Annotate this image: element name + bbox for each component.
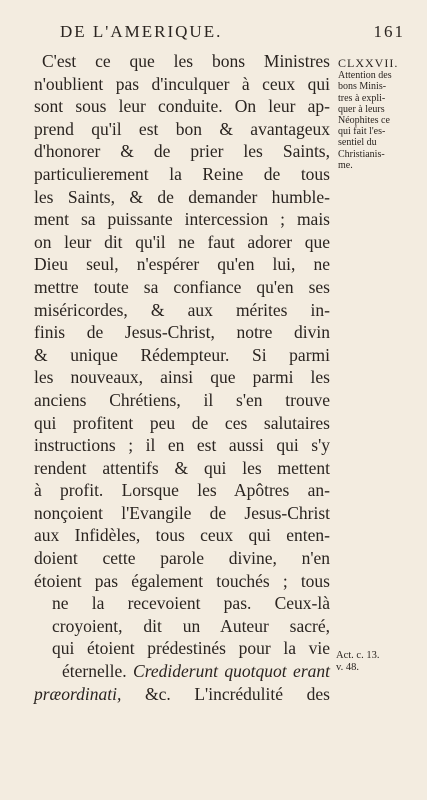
latin-quote: Crediderunt quotquot erant	[133, 661, 330, 682]
latin-quote-end: præordinati,	[34, 683, 122, 704]
text-line	[34, 231, 330, 254]
margin-reference	[336, 650, 416, 674]
text-line-content: les Saints, & de demander humble-	[34, 186, 330, 207]
text-line	[34, 73, 330, 96]
text-line	[34, 50, 330, 73]
text-line	[34, 366, 330, 389]
margin-note-heading: CLXXVII.	[338, 56, 399, 70]
text-line-content: prend qu'il est bon & avantageux	[34, 118, 330, 139]
text-line-content: les nouveaux, ainsi que parmi les	[34, 367, 330, 388]
text-line	[34, 118, 330, 141]
text-line-content: nonçoient l'Evangile de Jesus-Christ	[34, 502, 330, 523]
body-text	[34, 50, 330, 705]
text-line-content: on leur dit qu'il ne faut adorer que	[34, 231, 330, 252]
text-line	[34, 457, 330, 480]
page-header	[60, 22, 405, 42]
margin-note-line: me.	[338, 159, 353, 171]
text-line-content: finis de Jesus-Christ, notre divin	[34, 322, 330, 343]
text-line-content: Dieu seul, n'espérer qu'en lui, ne	[34, 254, 330, 275]
text-line	[34, 186, 330, 209]
text-line-content: instructions ; il en est aussi qui s'y	[34, 435, 330, 456]
text-line-content: aux Infidèles, tous ceux qui enten-	[34, 525, 330, 546]
text-line-content: particulierement la Reine de tous	[34, 163, 330, 184]
text-line	[34, 253, 330, 276]
margin-note-line: Christianis-	[338, 148, 385, 160]
text-line-final	[34, 683, 330, 706]
margin-note-line: qui fait l'es-	[338, 126, 386, 138]
text-line	[34, 140, 330, 163]
text-line-content: ment sa puissante intercession ; mais	[34, 209, 330, 230]
text-line-content: qui profitent peu de ces salutaires	[34, 412, 330, 433]
text-line	[34, 592, 330, 615]
text-line-content: rendent attentifs & qui les mettent	[34, 457, 330, 478]
text-line	[34, 524, 330, 547]
text-line	[34, 547, 330, 570]
margin-note	[338, 58, 418, 171]
text-line-content: sont sous leur conduite. On leur ap-	[34, 96, 330, 117]
text-line	[34, 95, 330, 118]
text-line	[34, 321, 330, 344]
text-line-content: &c. L'incrédulité des	[144, 683, 330, 704]
text-line-content: C'est ce que les bons Ministres	[42, 51, 330, 71]
text-line	[34, 615, 330, 638]
text-line-content: ne la recevoient pas. Ceux-là	[52, 593, 330, 614]
margin-ref-line: v. 48.	[336, 662, 359, 673]
page-number: 161	[373, 22, 405, 41]
text-line-content: anciens Chrétiens, il s'en trouve	[34, 389, 330, 410]
text-line	[34, 299, 330, 322]
text-line-content: étoient pas également touchés ; tous	[34, 570, 330, 591]
margin-note-line: sentiel du	[338, 137, 377, 149]
text-line-content: mettre toute sa confiance qu'en ses	[34, 276, 330, 297]
text-line	[34, 412, 330, 435]
text-line-content: miséricordes, & aux mérites in-	[34, 299, 330, 320]
text-line	[34, 208, 330, 231]
margin-note-line: Néophites ce	[338, 115, 390, 127]
text-line	[34, 344, 330, 367]
text-line-content: n'oublient pas d'inculquer à ceux qui	[34, 73, 330, 94]
running-title: DE L'AMERIQUE.	[60, 22, 223, 41]
text-line-content: doient cette parole divine, n'en	[34, 548, 330, 569]
text-line-content: d'honorer & de prier les Saints,	[34, 141, 330, 162]
margin-note-line: quer à leurs	[338, 103, 385, 115]
margin-ref-line: Act. c. 13.	[336, 650, 380, 661]
margin-note-line: Attention des	[338, 70, 392, 82]
text-line	[34, 163, 330, 186]
text-line	[34, 660, 330, 683]
text-line	[34, 479, 330, 502]
text-line-content: qui étoient prédestinés pour la vie	[52, 638, 330, 659]
margin-note-line: tres à expli-	[338, 92, 386, 104]
text-line-content: éternelle.	[62, 661, 127, 682]
text-line-content: & unique Rédempteur. Si parmi	[34, 344, 330, 365]
text-line	[34, 502, 330, 525]
text-line	[34, 389, 330, 412]
text-line-content: croyoient, dit un Auteur sacré,	[52, 615, 330, 636]
text-line	[34, 434, 330, 457]
margin-note-line: bons Minis-	[338, 81, 387, 93]
text-line	[34, 276, 330, 299]
text-line	[34, 637, 330, 660]
text-line-content: à profit. Lorsque les Apôtres an-	[34, 480, 330, 501]
text-line	[34, 570, 330, 593]
